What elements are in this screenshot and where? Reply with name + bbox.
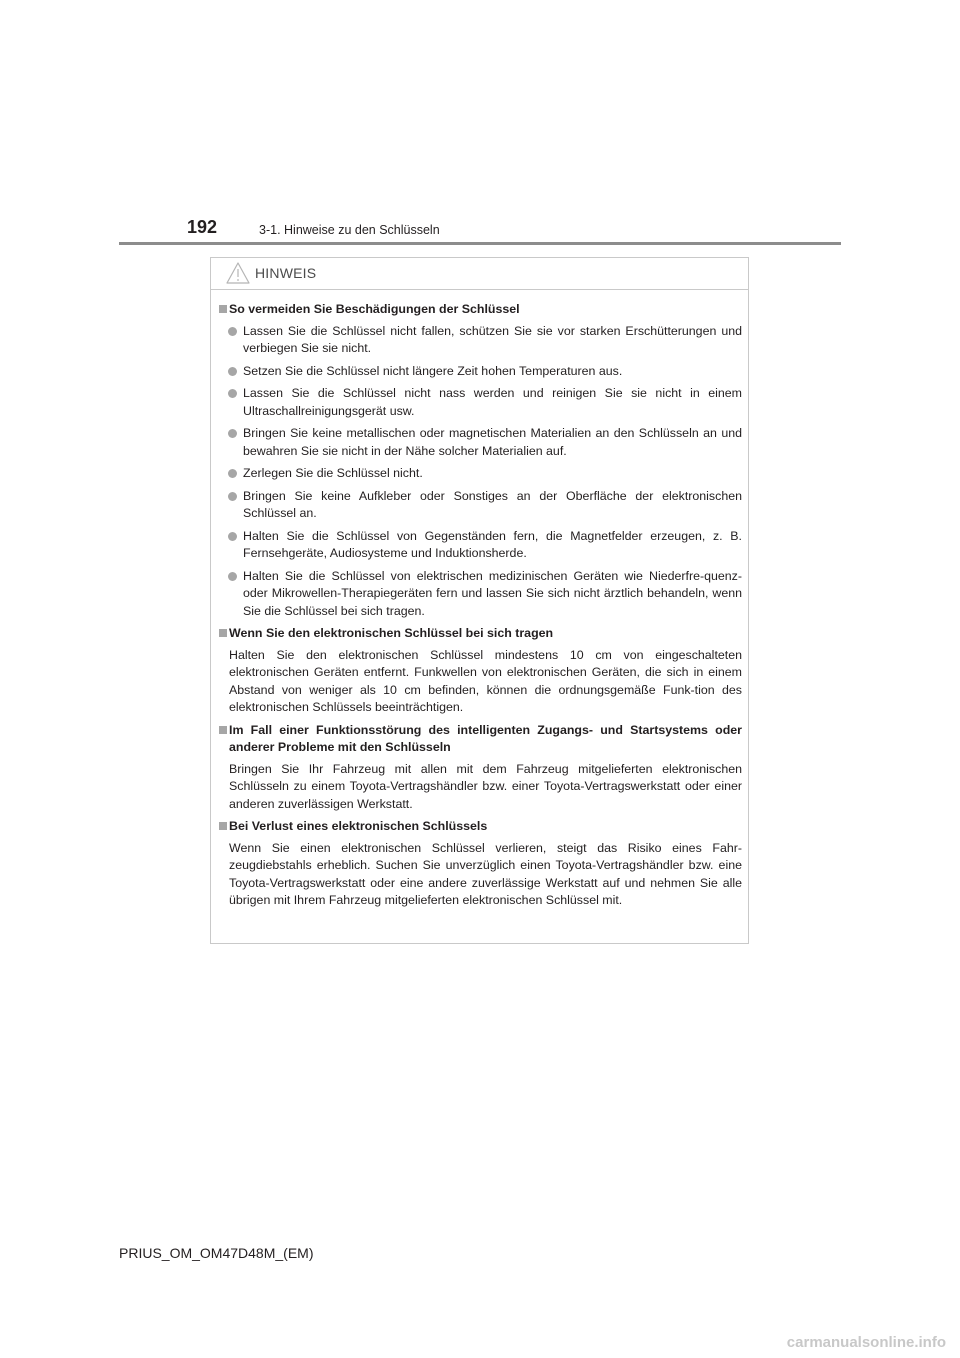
square-bullet-icon [219, 305, 227, 313]
list-item: Setzen Sie die Schlüssel nicht längere Zeit hohen Temperaturen aus. [219, 363, 742, 381]
notice-content [211, 290, 748, 910]
list-item: Halten Sie die Schlüssel von Gegenständen fern, die Magnetfelder erzeugen, z. B. Fernsehgeräte, Audiosysteme und Induktionsherde. [219, 528, 742, 563]
section-paragraph: Wenn Sie einen elektronischen Schlüssel verlieren, steigt das Risiko eines Fahr-zeugdiebstahls erheblich. Suchen Sie unverzüglich einen Toyota-Vertragshändler bzw. eine Toyota-Vertragswerkstatt oder eine andere zuverlässige Werkstatt auf und nehmen Sie alle übrigen mit Ihrem Fahrzeug mitgelieferten elektronischen Schlüssel mit. [229, 840, 742, 907]
header-rule [119, 242, 841, 245]
list-item: Lassen Sie die Schlüssel nicht fallen, schützen Sie sie vor starken Erschütterungen und verbiegen Sie sie nicht. [219, 323, 742, 358]
circle-bullet-icon [228, 532, 237, 541]
list-item: Zerlegen Sie die Schlüssel nicht. [219, 465, 742, 483]
section-paragraph: Bringen Sie Ihr Fahrzeug mit allen mit dem Fahrzeug mitgelieferten elektronischen Schlüsseln zu einem Toyota-Vertragshändler bzw. einer Toyota-Vertragswerkstatt oder einer anderen zuverlässigen Werkstatt. [229, 761, 742, 811]
list-item: Bringen Sie keine metallischen oder magnetischen Materialien an den Schlüsseln an und bewahren Sie sie nicht in der Nähe solcher Materialien auf. [219, 425, 742, 460]
section-heading: Im Fall einer Funktionsstörung des intelligenten Zugangs- und Startsystems oder anderer Probleme mit den Schlüsseln [219, 722, 742, 757]
square-bullet-icon [219, 629, 227, 637]
circle-bullet-icon [228, 367, 237, 376]
section-title: 3-1. Hinweise zu den Schlüsseln [259, 223, 440, 237]
notice-section [219, 301, 742, 620]
list-item: Halten Sie die Schlüssel von elektrischen medizinischen Geräten wie Niederfre-quenz- oder Mikrowellen-Therapiegeräten fern und lassen Sie sich nicht ärztlich behandeln, wenn Sie die Schlüssel bei sich tragen. [219, 568, 742, 621]
document-code: PRIUS_OM_OM47D48M_(EM) [119, 1245, 314, 1261]
square-bullet-icon [219, 726, 227, 734]
circle-bullet-icon [228, 469, 237, 478]
circle-bullet-icon [228, 327, 237, 336]
square-bullet-icon [219, 822, 227, 830]
section-heading: Bei Verlust eines elektronischen Schlüssels [219, 818, 742, 836]
circle-bullet-icon [228, 492, 237, 501]
section-heading: So vermeiden Sie Beschädigungen der Schlüssel [219, 301, 742, 319]
notice-box [210, 257, 749, 944]
circle-bullet-icon [228, 572, 237, 581]
watermark: carmanualsonline.info [786, 1334, 946, 1351]
circle-bullet-icon [228, 389, 237, 398]
notice-header [211, 258, 748, 290]
notice-section [219, 722, 742, 814]
list-item: Lassen Sie die Schlüssel nicht nass werden und reinigen Sie sie nicht in einem Ultraschallreinigungsgerät usw. [219, 385, 742, 420]
notice-section [219, 818, 742, 910]
list-item: Bringen Sie keine Aufkleber oder Sonstiges an der Oberfläche der elektronischen Schlüssel an. [219, 488, 742, 523]
notice-section [219, 625, 742, 717]
page-number: 192 [187, 217, 218, 237]
notice-label: HINWEIS [255, 265, 317, 281]
circle-bullet-icon [228, 429, 237, 438]
warning-triangle-icon [225, 261, 251, 285]
section-heading: Wenn Sie den elektronischen Schlüssel bei sich tragen [219, 625, 742, 643]
section-paragraph: Halten Sie den elektronischen Schlüssel mindestens 10 cm von eingeschalteten elektronischen Geräten entfernt. Funkwellen von elektronischen Geräten, die sich in einem Abstand von weniger als 10 cm befinden, können die ordnungsgemäße Funk-tion des elektronischen Schlüssels beeinträchtigen. [229, 647, 742, 714]
